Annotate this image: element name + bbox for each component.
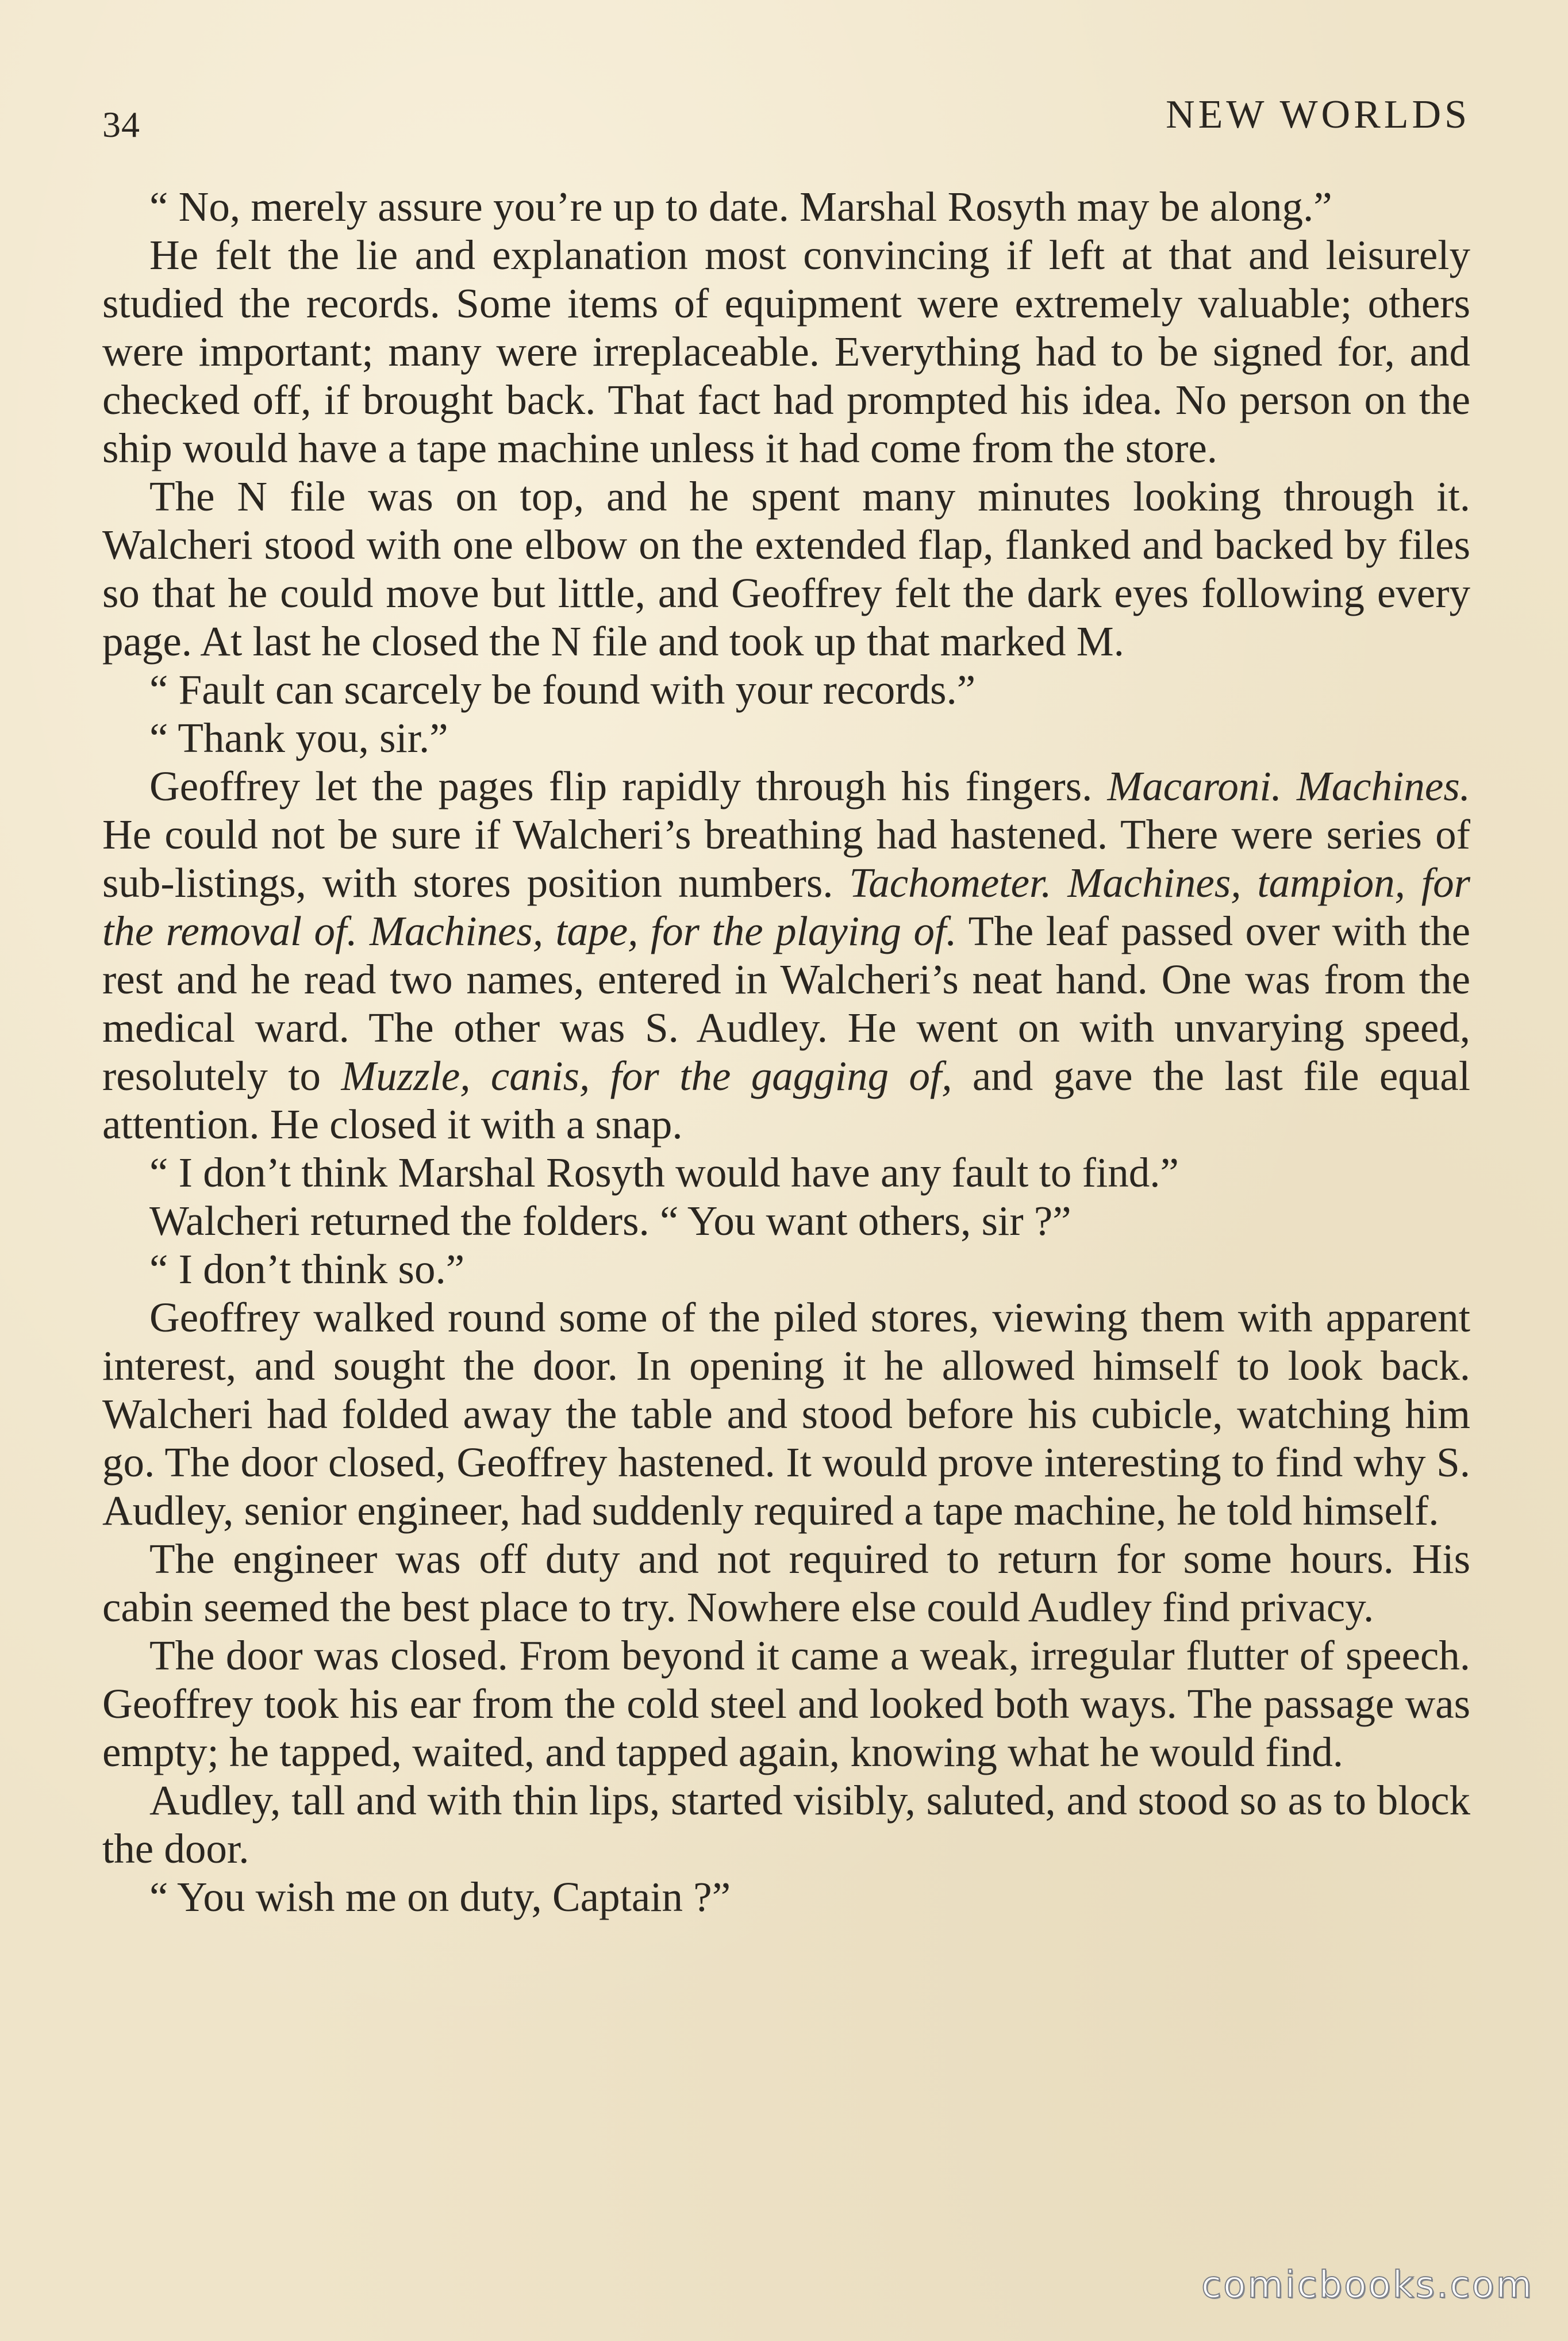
page-number: 34 — [102, 104, 140, 145]
page-header — [102, 92, 1470, 161]
paragraph: “ Fault can scarcely be found with your records.” — [149, 666, 976, 713]
watermark: comicbooks.com — [1201, 2264, 1534, 2307]
paragraph: “ I don’t think Marshal Rosyth would have any fault to find.” — [149, 1149, 1179, 1196]
text-run: Geoffrey let the pages flip rapidly through his fingers. — [149, 763, 1108, 809]
paragraph: Audley, tall and with thin lips, started visibly, saluted, and stood so as to block the door. — [102, 1777, 1470, 1872]
paragraph — [102, 762, 1470, 1149]
paragraph: The N file was on top, and he spent many minutes looking through it. Walcheri stood with one elbow on the extended flap, flanked and backed by files so that he could move but little, and Geoffrey felt the dark eyes following every page. At last he closed the N file and took up that marked M. — [102, 473, 1470, 665]
body-text — [102, 183, 1470, 1921]
paragraph: Walcheri returned the folders. “ You want others, sir ?” — [149, 1198, 1071, 1244]
text-run: and gave the last file equal attention. He closed it with a snap. — [102, 1053, 1470, 1148]
paragraph: “ I don’t think so.” — [149, 1246, 465, 1292]
text-run: He could not be sure if Walcheri’s breathing had hastened. There were series of sub-listings, with stores position numbers. — [102, 811, 1470, 906]
paragraph: “ Thank you, sir.” — [149, 715, 448, 761]
paragraph: “ No, merely assure you’re up to date. Marshal Rosyth may be along.” — [149, 183, 1332, 230]
paragraph: The door was closed. From beyond it came a weak, irregular flutter of speech. Geoffrey took his ear from the cold steel and looked both ways. The passage was empty; he tapped, waited, and tapped again, knowing what he would find. — [102, 1632, 1470, 1775]
italic-run: Tachometer. Machines, tampion, for the removal of. Machines, tape, for the playing of. — [102, 859, 1470, 954]
paragraph: He felt the lie and explanation most convincing if left at that and leisurely studied the records. Some items of equipment were extremely valuable; others were important; many were irreplaceable. Everything had to be signed for, and checked off, if brought back. That fact had prompted his idea. No person on the ship would have a tape machine unless it had come from the store. — [102, 232, 1470, 471]
paragraph: The engineer was off duty and not required to return for some hours. His cabin seemed the best place to try. Nowhere else could Audley find privacy. — [102, 1536, 1470, 1630]
italic-run: Macaroni. Machines. — [1107, 763, 1470, 809]
text-run: The leaf passed over with the rest and he read two names, entered in Walcheri’s neat hand. One was from the medical ward. The other was S. Audley. He went on with unvarying speed, resolutely to — [102, 908, 1470, 1099]
italic-run: Muzzle, canis, for the gagging of, — [341, 1053, 952, 1099]
running-title: NEW WORLDS — [1166, 93, 1470, 137]
paragraph: “ You wish me on duty, Captain ?” — [149, 1874, 731, 1920]
paragraph: Geoffrey walked round some of the piled stores, viewing them with apparent interest, and sought the door. In opening it he allowed himself to look back. Walcheri had folded away the table and stood before his cubicle, watching him go. The door closed, Geoffrey hastened. It would prove interesting to find why S. Audley, senior engineer, had suddenly required a tape machine, he told himself. — [102, 1294, 1470, 1534]
